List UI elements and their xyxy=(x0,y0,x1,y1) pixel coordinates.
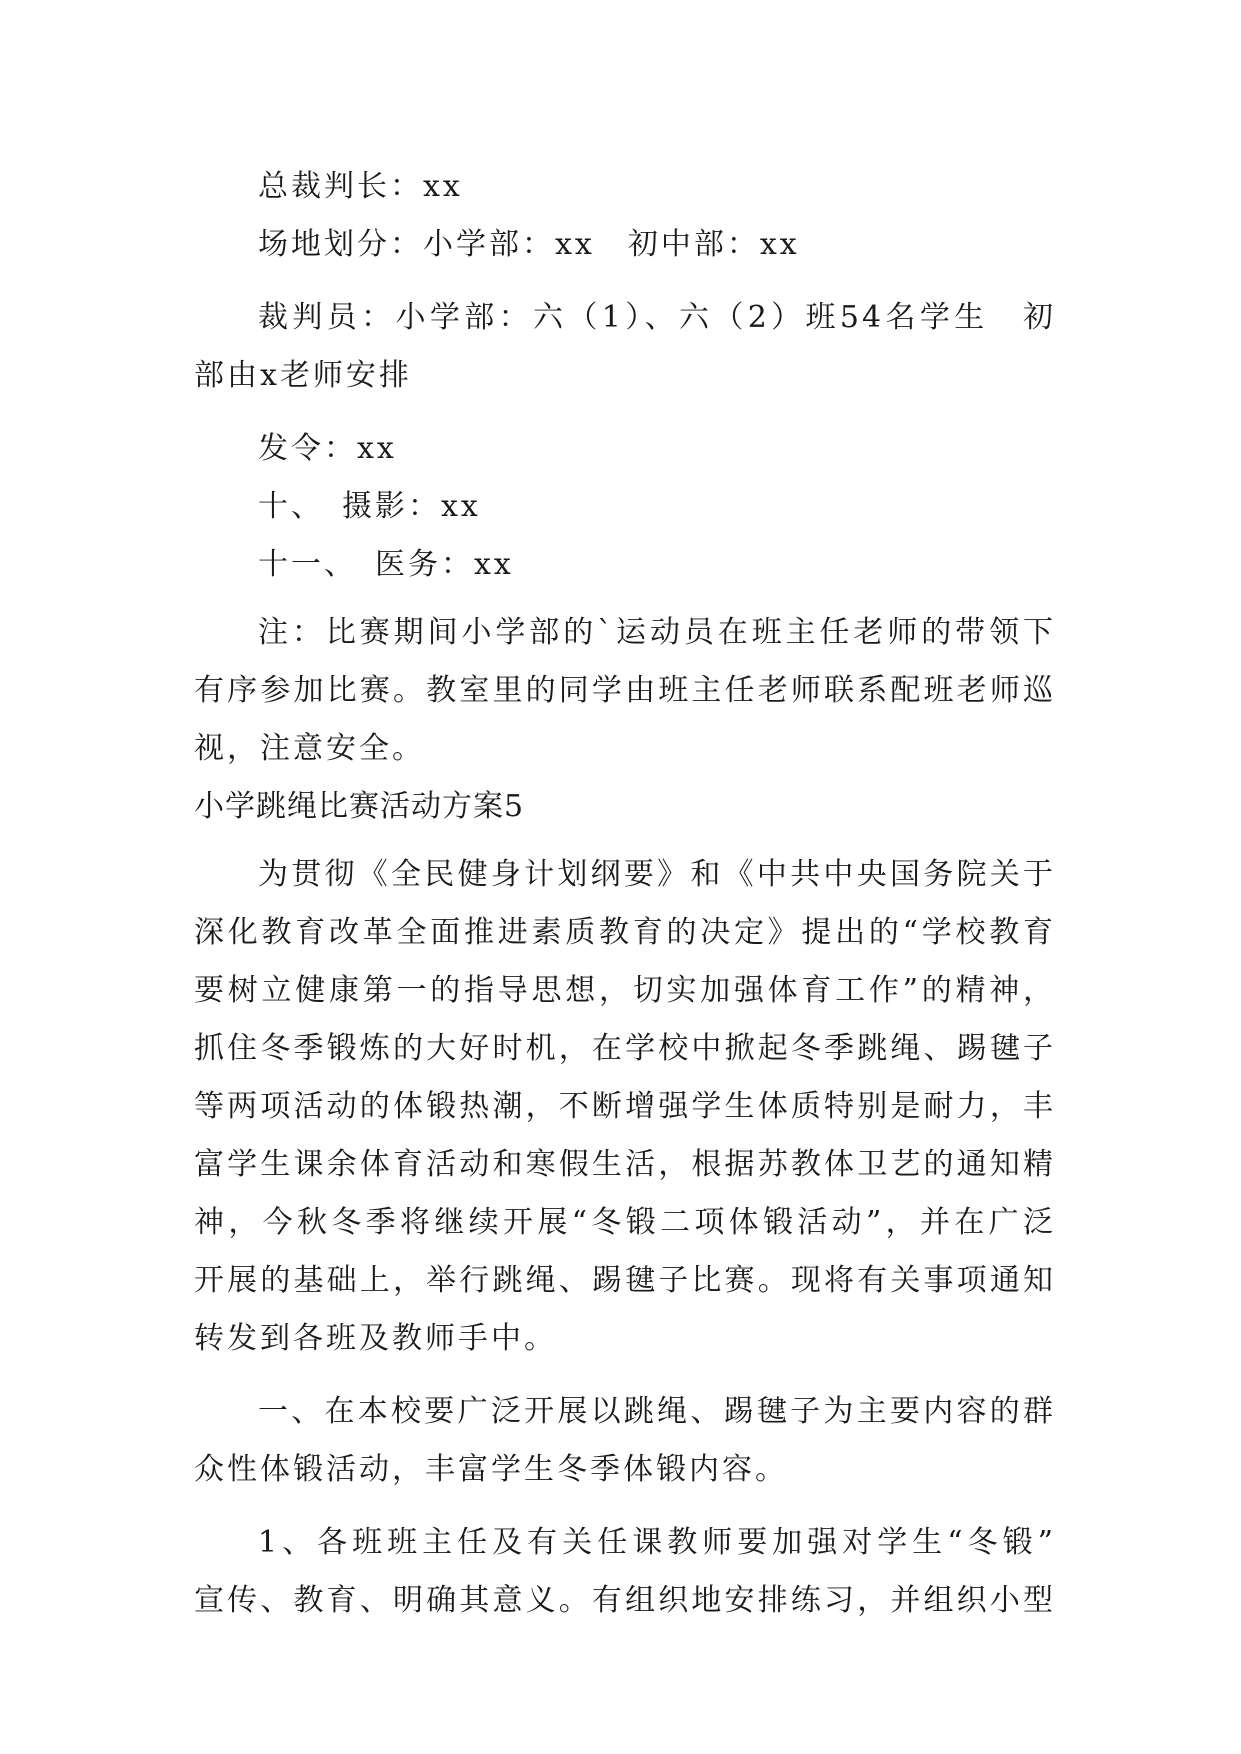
text-line: 神，今秋冬季将继续开展“冬锻二项体锻活动”，并在广泛 xyxy=(194,1205,1056,1240)
text-line: 有序参加比赛。教室里的同学由班主任老师联系配班老师巡 xyxy=(194,673,1056,708)
section-heading: 小学跳绳比赛活动方案5 xyxy=(194,789,525,824)
text-line: 总裁判长：xx xyxy=(258,169,463,204)
text-line: 发令：xx xyxy=(258,431,397,466)
text-line: 转发到各班及教师手中。 xyxy=(194,1321,557,1356)
text-line: 要树立健康第一的指导思想，切实加强体育工作”的精神， xyxy=(194,973,1056,1008)
text-line: 1、各班班主任及有关任课教师要加强对学生“冬锻” xyxy=(258,1525,1056,1560)
text-line: 部由x老师安排 xyxy=(194,358,412,393)
text-line: 等两项活动的体锻热潮，不断增强学生体质特别是耐力，丰 xyxy=(194,1089,1056,1124)
text-line: 视，注意安全。 xyxy=(194,731,425,766)
text-line: 场地划分：小学部：xx 初中部：xx xyxy=(258,227,800,262)
text-line: 为贯彻《全民健身计划纲要》和《中共中央国务院关于 xyxy=(258,857,1056,892)
text-line: 开展的基础上，举行跳绳、踢毽子比赛。现将有关事项通知 xyxy=(194,1263,1056,1298)
text-line: 十、 摄影：xx xyxy=(258,489,481,524)
text-line: 众性体锻活动，丰富学生冬季体锻内容。 xyxy=(194,1452,788,1487)
text-line: 十一、 医务：xx xyxy=(258,547,514,582)
text-line: 抓住冬季锻炼的大好时机，在学校中掀起冬季跳绳、踢毽子 xyxy=(194,1031,1056,1066)
text-line: 深化教育改革全面推进素质教育的决定》提出的“学校教育 xyxy=(194,915,1056,950)
text-line: 宣传、教育、明确其意义。有组织地安排练习，并组织小型 xyxy=(194,1583,1056,1618)
text-line: 裁判员：小学部：六（1）、六（2）班54名学生 初 xyxy=(258,300,1056,335)
text-line: 一、在本校要广泛开展以跳绳、踢毽子为主要内容的群 xyxy=(258,1394,1056,1429)
text-line: 注：比赛期间小学部的`运动员在班主任老师的带领下 xyxy=(258,615,1056,650)
text-line: 富学生课余体育活动和寒假生活，根据苏教体卫艺的通知精 xyxy=(194,1147,1056,1182)
